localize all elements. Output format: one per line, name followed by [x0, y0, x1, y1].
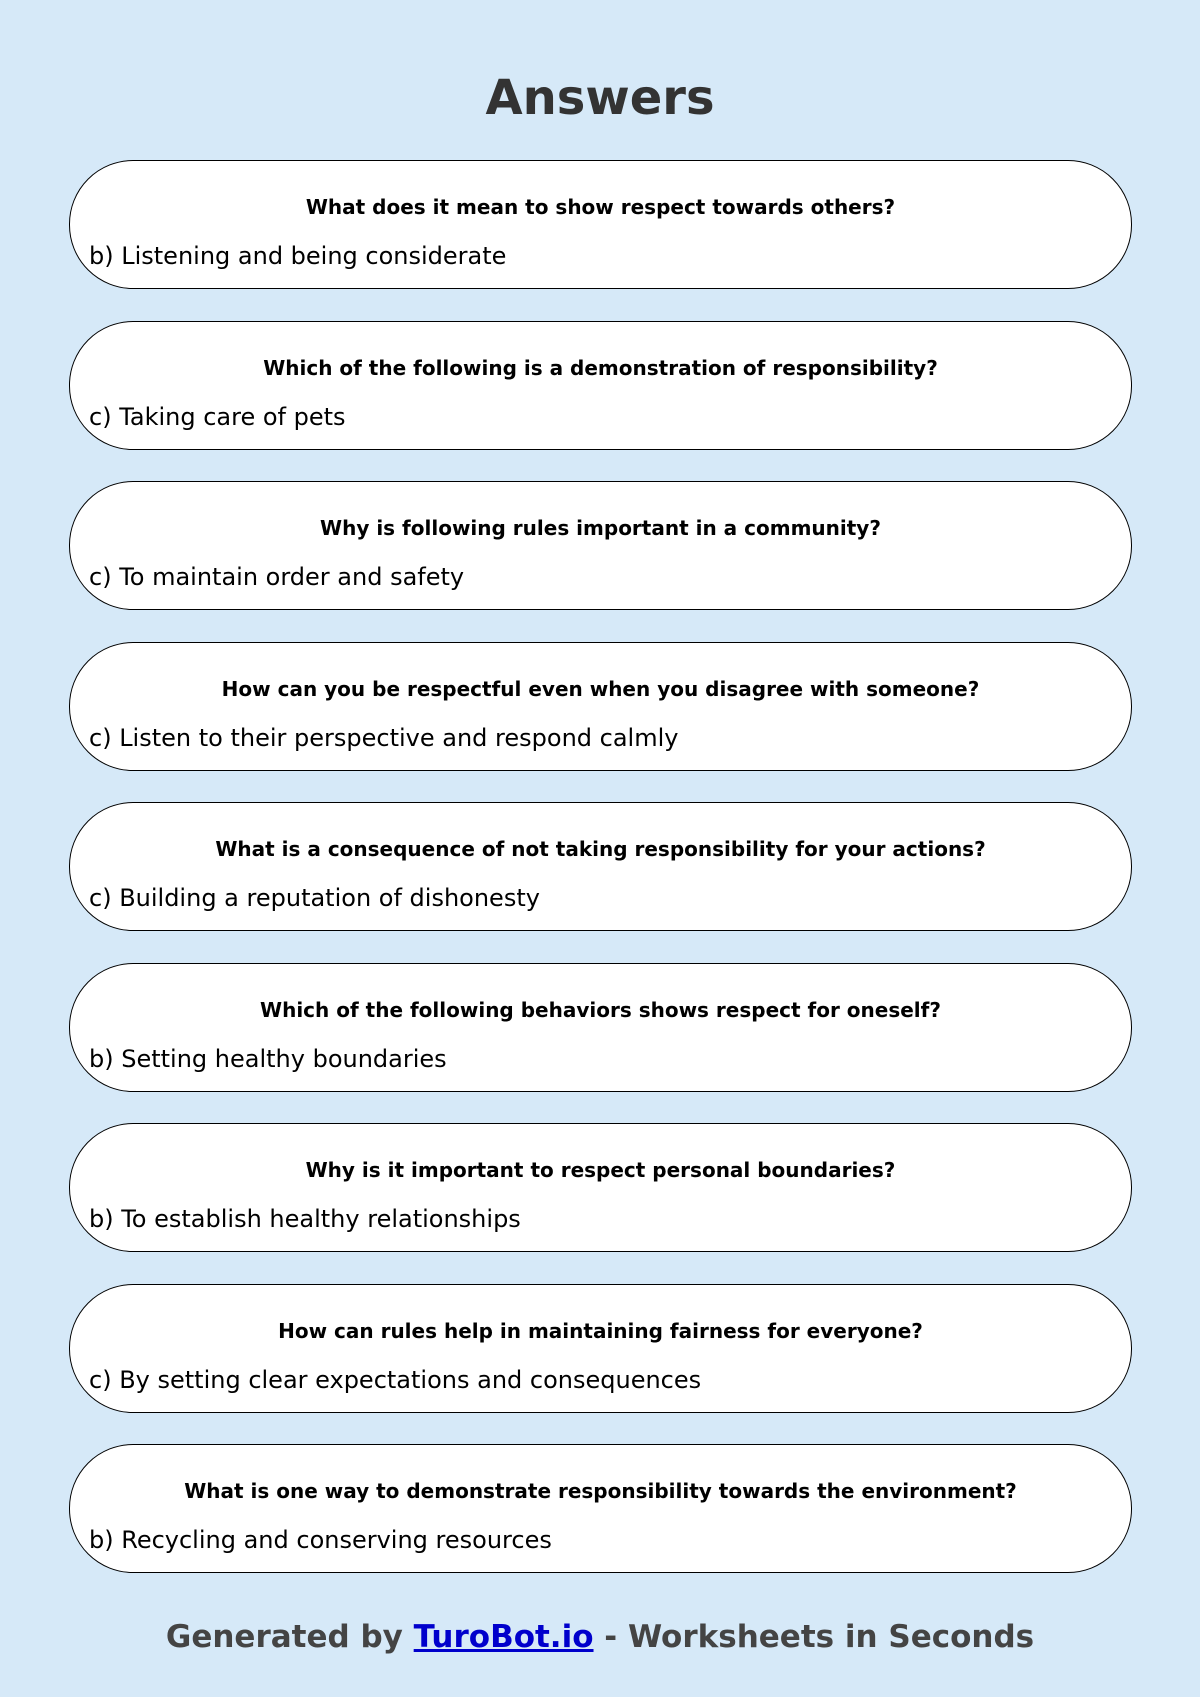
answer-card [69, 321, 1132, 450]
answer-card [69, 481, 1132, 610]
answer-card [69, 642, 1132, 771]
question-text: How can rules help in maintaining fairness for everyone? [278, 1318, 923, 1343]
answer-text: c) Listen to their perspective and respond calmly [89, 723, 679, 752]
footer-suffix: - Worksheets in Seconds [593, 1619, 1035, 1655]
answer-card [69, 1444, 1132, 1573]
answer-text: c) Taking care of pets [89, 402, 346, 431]
question-text: What does it mean to show respect towards others? [305, 195, 896, 219]
answer-card [69, 1284, 1132, 1413]
answer-text: b) To establish healthy relationships [89, 1205, 521, 1233]
turobot-link[interactable]: TuroBot.io [413, 1619, 594, 1655]
question-text: Which of the following is a demonstration of responsibility? [263, 355, 938, 380]
answer-text: c) To maintain order and safety [89, 563, 465, 591]
answer-text: b) Recycling and conserving resources [89, 1526, 552, 1554]
question-text: Why is it important to respect personal boundaries? [305, 1158, 896, 1182]
question-text: Why is following rules important in a community? [320, 516, 881, 540]
footer-prefix: Generated by [165, 1619, 414, 1655]
answer-text: c) Building a reputation of dishonesty [89, 884, 540, 912]
answer-list [69, 160, 1132, 1605]
answer-card [69, 1123, 1132, 1252]
answer-card [69, 963, 1132, 1092]
question-text: How can you be respectful even when you disagree with someone? [221, 676, 980, 701]
page-title: Answers [485, 70, 715, 126]
answer-card [69, 802, 1132, 931]
footer [0, 1617, 1200, 1657]
answer-text: c) By setting clear expectations and consequences [89, 1365, 702, 1394]
answer-text: b) Listening and being considerate [89, 242, 507, 270]
question-text: Which of the following behaviors shows respect for oneself? [260, 997, 941, 1022]
question-text: What is a consequence of not taking responsibility for your actions? [215, 837, 986, 861]
answer-text: b) Setting healthy boundaries [89, 1044, 447, 1073]
answer-card [69, 160, 1132, 289]
question-text: What is one way to demonstrate responsibility towards the environment? [184, 1479, 1017, 1503]
